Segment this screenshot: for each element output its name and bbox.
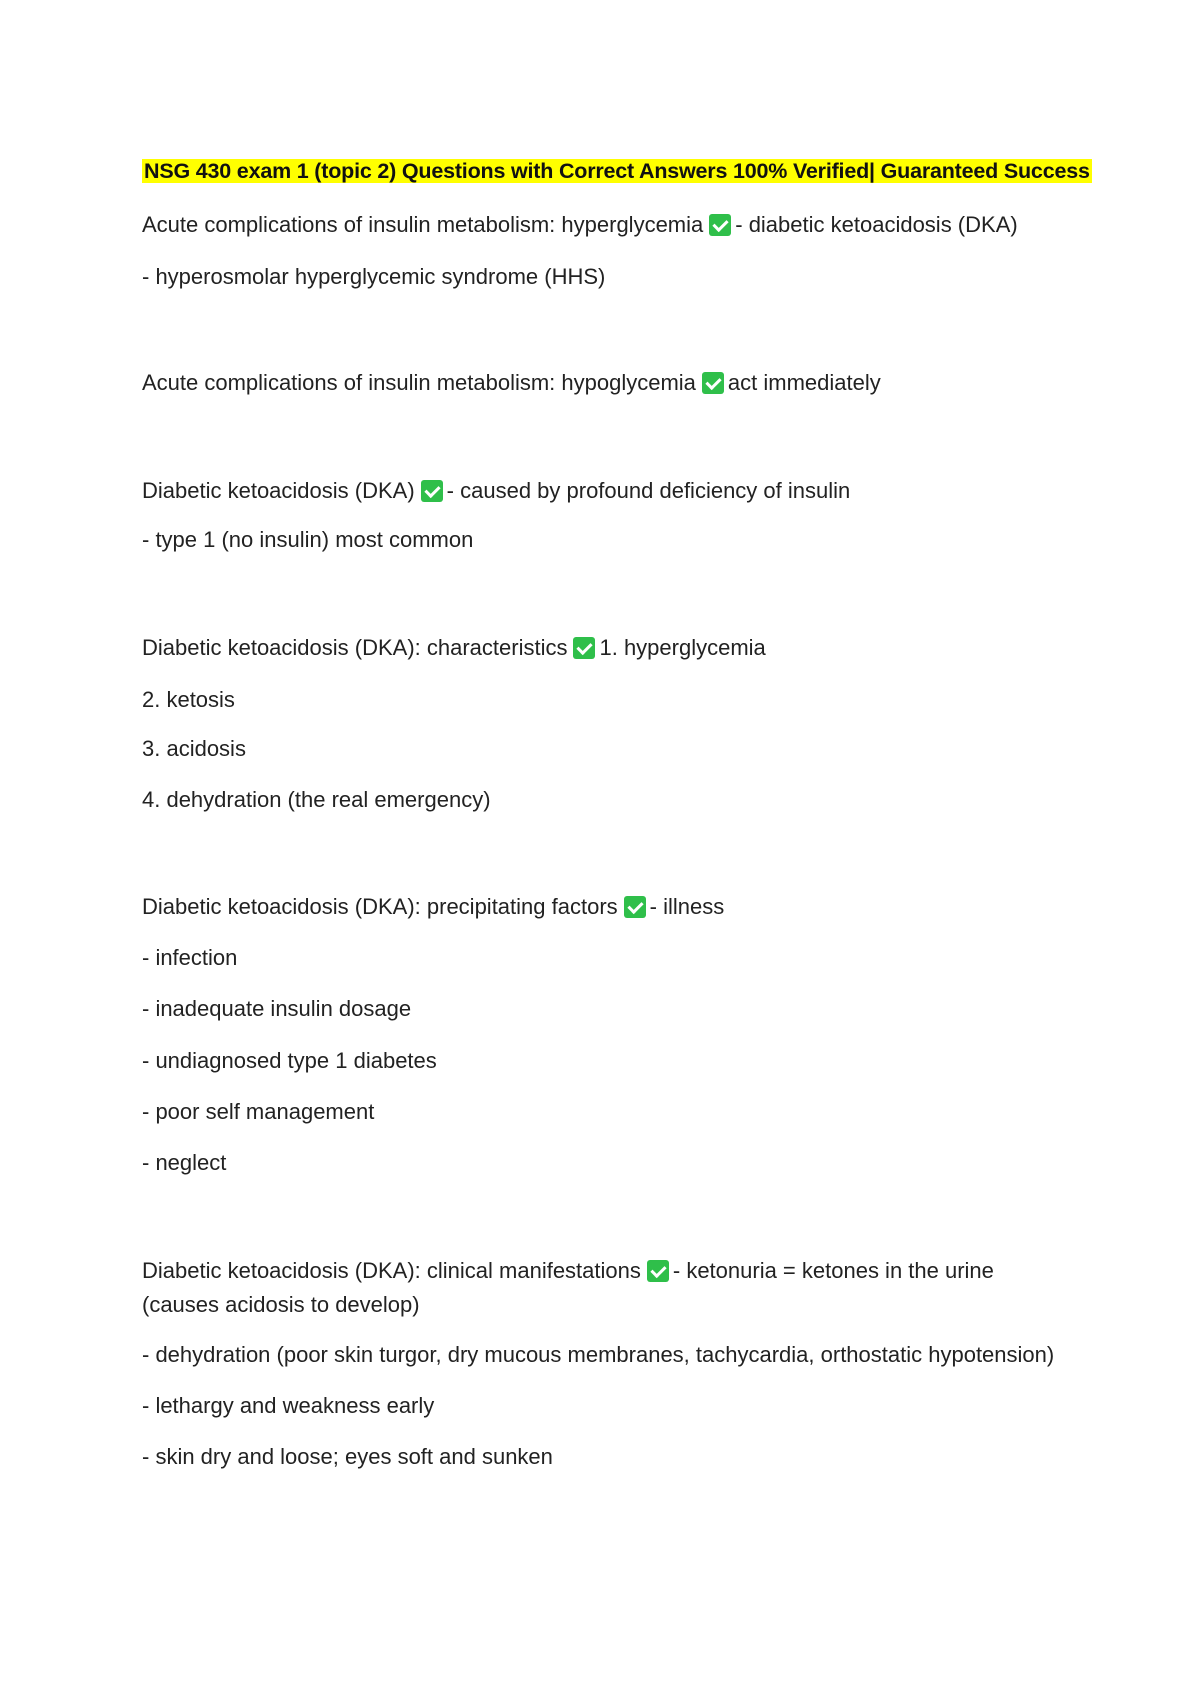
answer-line: - skin dry and loose; eyes soft and sunken (142, 1444, 553, 1469)
answer-text: 1. hyperglycemia (599, 635, 766, 660)
answer-line: - inadequate insulin dosage (142, 996, 412, 1021)
question-text: Acute complications of insulin metabolism: hypoglycemia (142, 370, 696, 395)
document-title-line (142, 156, 1092, 186)
qa-dka-precipitating-factors (142, 892, 724, 922)
answer-text: - caused by profound deficiency of insulin (446, 478, 851, 503)
question-text: Diabetic ketoacidosis (DKA) (142, 478, 415, 503)
check-mark-icon (709, 214, 731, 236)
answer-text: - illness (649, 894, 725, 919)
qa-dka-clinical-manifestations (142, 1256, 994, 1286)
question-text: Diabetic ketoacidosis (DKA): precipitating factors (142, 894, 618, 919)
answer-text: - diabetic ketoacidosis (DKA) (735, 212, 1018, 237)
answer-line: - lethargy and weakness early (142, 1393, 435, 1418)
answer-text: - ketonuria = ketones in the urine (672, 1258, 994, 1283)
answer-line: - undiagnosed type 1 diabetes (142, 1048, 437, 1073)
answer-line: 3. acidosis (142, 736, 246, 761)
answer-line: 2. ketosis (142, 687, 235, 712)
document-title: NSG 430 exam 1 (topic 2) Questions with Correct Answers 100% Verified| Guaranteed Success (144, 159, 1090, 183)
question-text: Diabetic ketoacidosis (DKA): characteristics (142, 635, 568, 660)
answer-text: act immediately (727, 370, 881, 395)
question-text: Diabetic ketoacidosis (DKA): clinical manifestations (142, 1258, 641, 1283)
question-text: Acute complications of insulin metabolism: hyperglycemia (142, 212, 704, 237)
qa-hypoglycemia (142, 368, 881, 398)
check-mark-icon (624, 896, 646, 918)
answer-line: - hyperosmolar hyperglycemic syndrome (HHS) (142, 264, 606, 289)
answer-line: - poor self management (142, 1099, 375, 1124)
answer-line: - infection (142, 945, 238, 970)
answer-line: - neglect (142, 1150, 227, 1175)
check-mark-icon (647, 1260, 669, 1282)
answer-line: - dehydration (poor skin turgor, dry mucous membranes, tachycardia, orthostatic hypotension) (142, 1342, 1055, 1367)
check-mark-icon (421, 480, 443, 502)
qa-dka-characteristics (142, 633, 766, 663)
answer-line: - type 1 (no insulin) most common (142, 527, 474, 552)
check-mark-icon (702, 372, 724, 394)
qa-dka (142, 476, 850, 506)
answer-line: 4. dehydration (the real emergency) (142, 787, 491, 812)
check-mark-icon (573, 637, 595, 659)
qa-hyperglycemia (142, 210, 1018, 240)
answer-continuation: (causes acidosis to develop) (142, 1292, 420, 1317)
